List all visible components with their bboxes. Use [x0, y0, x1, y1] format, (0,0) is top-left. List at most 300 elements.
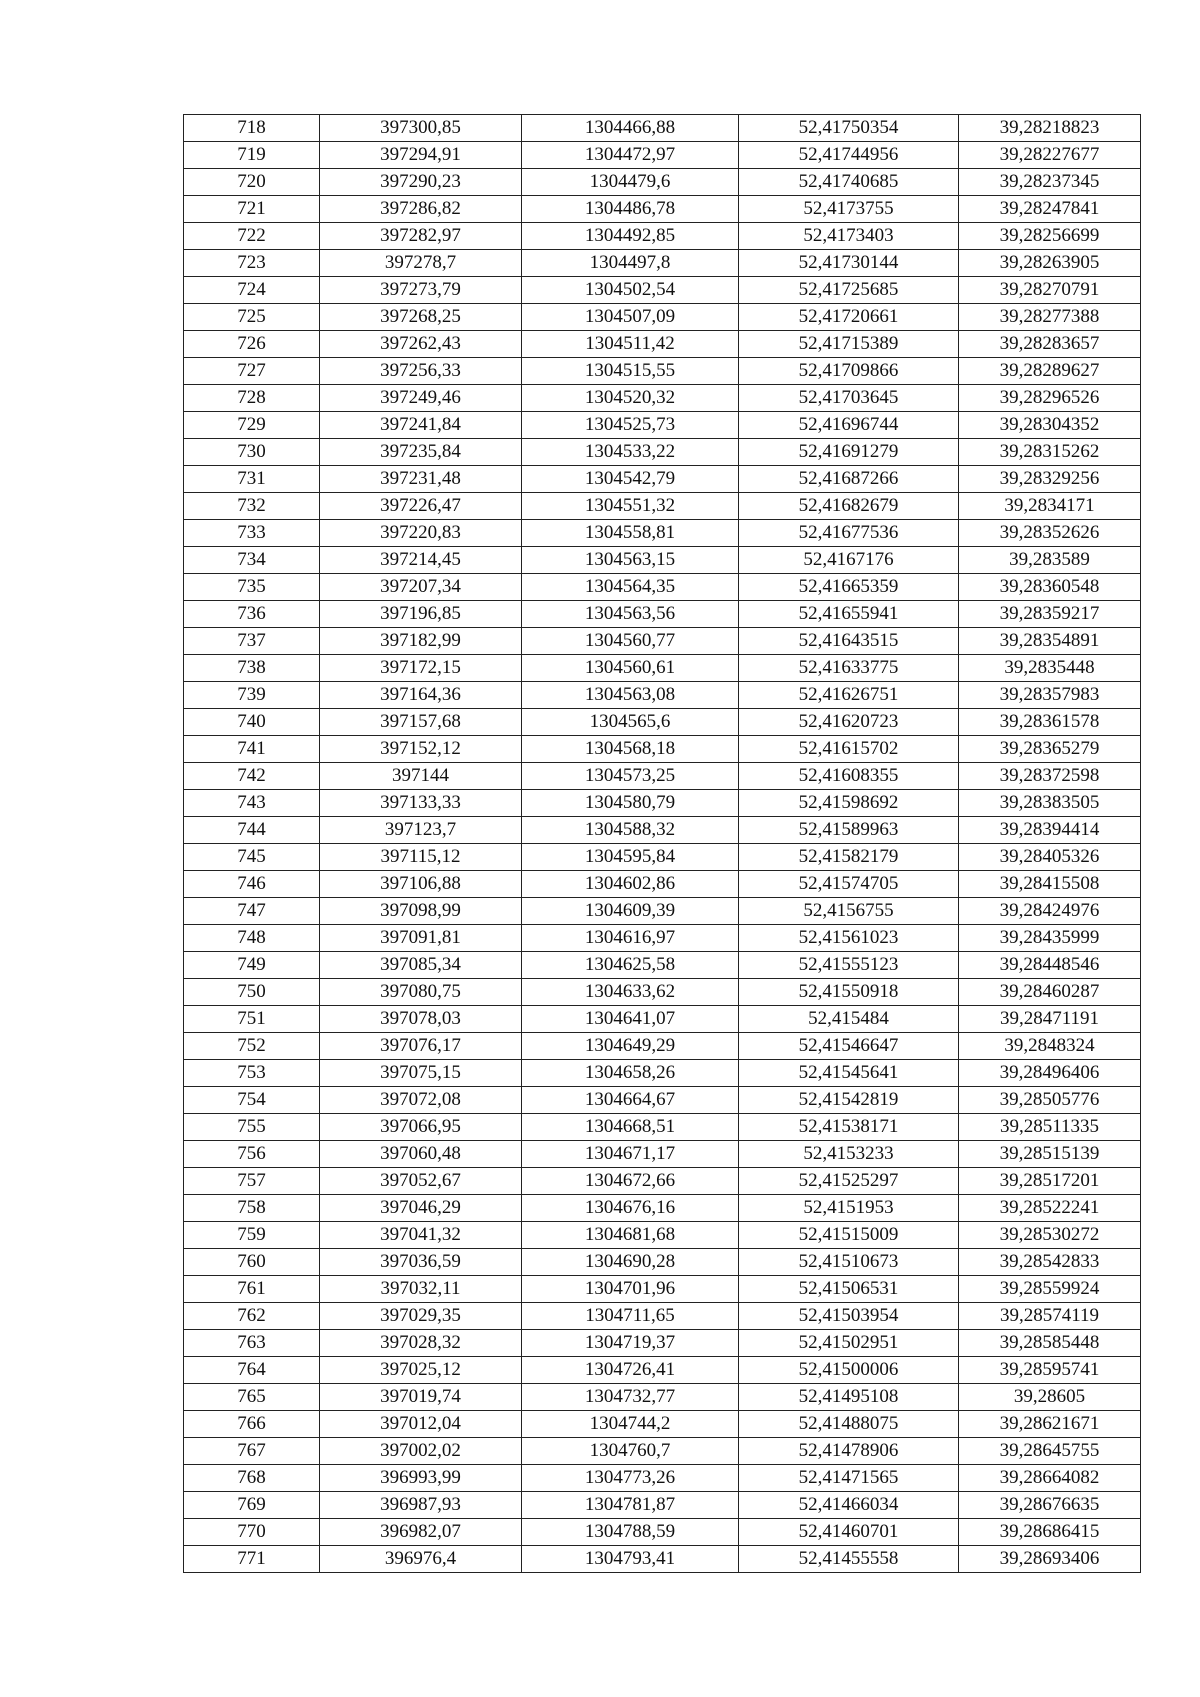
- y-coordinate-cell: 1304563,08: [522, 682, 739, 709]
- x-coordinate-cell: 397098,99: [320, 898, 522, 925]
- point-number-cell: 725: [184, 304, 320, 331]
- y-coordinate-cell: 1304793,41: [522, 1546, 739, 1573]
- y-coordinate-cell: 1304486,78: [522, 196, 739, 223]
- y-coordinate-cell: 1304595,84: [522, 844, 739, 871]
- y-coordinate-cell: 1304649,29: [522, 1033, 739, 1060]
- longitude-cell: 39,28304352: [959, 412, 1141, 439]
- point-number-cell: 750: [184, 979, 320, 1006]
- point-number-cell: 746: [184, 871, 320, 898]
- x-coordinate-cell: 397235,84: [320, 439, 522, 466]
- table-row: [184, 844, 1141, 871]
- table-row: [184, 1168, 1141, 1195]
- table-row: [184, 817, 1141, 844]
- table-row: [184, 1357, 1141, 1384]
- x-coordinate-cell: 397106,88: [320, 871, 522, 898]
- x-coordinate-cell: 397231,48: [320, 466, 522, 493]
- table-row: [184, 1033, 1141, 1060]
- longitude-cell: 39,28415508: [959, 871, 1141, 898]
- table-row: [184, 1411, 1141, 1438]
- y-coordinate-cell: 1304497,8: [522, 250, 739, 277]
- y-coordinate-cell: 1304563,56: [522, 601, 739, 628]
- longitude-cell: 39,28263905: [959, 250, 1141, 277]
- y-coordinate-cell: 1304558,81: [522, 520, 739, 547]
- table-row: [184, 574, 1141, 601]
- longitude-cell: 39,28357983: [959, 682, 1141, 709]
- longitude-cell: 39,28574119: [959, 1303, 1141, 1330]
- longitude-cell: 39,28247841: [959, 196, 1141, 223]
- x-coordinate-cell: 397300,85: [320, 115, 522, 142]
- x-coordinate-cell: 397091,81: [320, 925, 522, 952]
- longitude-cell: 39,28505776: [959, 1087, 1141, 1114]
- longitude-cell: 39,28511335: [959, 1114, 1141, 1141]
- x-coordinate-cell: 397278,7: [320, 250, 522, 277]
- latitude-cell: 52,415484: [739, 1006, 959, 1033]
- longitude-cell: 39,28471191: [959, 1006, 1141, 1033]
- point-number-cell: 722: [184, 223, 320, 250]
- y-coordinate-cell: 1304676,16: [522, 1195, 739, 1222]
- longitude-cell: 39,2848324: [959, 1033, 1141, 1060]
- x-coordinate-cell: 397078,03: [320, 1006, 522, 1033]
- latitude-cell: 52,41502951: [739, 1330, 959, 1357]
- longitude-cell: 39,28424976: [959, 898, 1141, 925]
- x-coordinate-cell: 396987,93: [320, 1492, 522, 1519]
- point-number-cell: 742: [184, 763, 320, 790]
- point-number-cell: 735: [184, 574, 320, 601]
- x-coordinate-cell: 397085,34: [320, 952, 522, 979]
- y-coordinate-cell: 1304732,77: [522, 1384, 739, 1411]
- latitude-cell: 52,41730144: [739, 250, 959, 277]
- longitude-cell: 39,28595741: [959, 1357, 1141, 1384]
- table-row: [184, 385, 1141, 412]
- y-coordinate-cell: 1304672,66: [522, 1168, 739, 1195]
- latitude-cell: 52,41510673: [739, 1249, 959, 1276]
- x-coordinate-cell: 397025,12: [320, 1357, 522, 1384]
- y-coordinate-cell: 1304671,17: [522, 1141, 739, 1168]
- table-row: [184, 1114, 1141, 1141]
- y-coordinate-cell: 1304515,55: [522, 358, 739, 385]
- latitude-cell: 52,41696744: [739, 412, 959, 439]
- y-coordinate-cell: 1304520,32: [522, 385, 739, 412]
- point-number-cell: 729: [184, 412, 320, 439]
- longitude-cell: 39,28394414: [959, 817, 1141, 844]
- x-coordinate-cell: 397012,04: [320, 1411, 522, 1438]
- y-coordinate-cell: 1304580,79: [522, 790, 739, 817]
- y-coordinate-cell: 1304533,22: [522, 439, 739, 466]
- longitude-cell: 39,28686415: [959, 1519, 1141, 1546]
- point-number-cell: 771: [184, 1546, 320, 1573]
- latitude-cell: 52,41687266: [739, 466, 959, 493]
- x-coordinate-cell: 397268,25: [320, 304, 522, 331]
- longitude-cell: 39,28361578: [959, 709, 1141, 736]
- latitude-cell: 52,41677536: [739, 520, 959, 547]
- longitude-cell: 39,28530272: [959, 1222, 1141, 1249]
- x-coordinate-cell: 397172,15: [320, 655, 522, 682]
- table-row: [184, 196, 1141, 223]
- latitude-cell: 52,41598692: [739, 790, 959, 817]
- point-number-cell: 736: [184, 601, 320, 628]
- point-number-cell: 752: [184, 1033, 320, 1060]
- table-row: [184, 466, 1141, 493]
- longitude-cell: 39,28352626: [959, 520, 1141, 547]
- latitude-cell: 52,41515009: [739, 1222, 959, 1249]
- table-row: [184, 1141, 1141, 1168]
- point-number-cell: 721: [184, 196, 320, 223]
- longitude-cell: 39,28372598: [959, 763, 1141, 790]
- point-number-cell: 719: [184, 142, 320, 169]
- point-number-cell: 723: [184, 250, 320, 277]
- point-number-cell: 751: [184, 1006, 320, 1033]
- table-row: [184, 358, 1141, 385]
- latitude-cell: 52,41525297: [739, 1168, 959, 1195]
- point-number-cell: 728: [184, 385, 320, 412]
- latitude-cell: 52,41665359: [739, 574, 959, 601]
- table-row: [184, 1330, 1141, 1357]
- latitude-cell: 52,41542819: [739, 1087, 959, 1114]
- point-number-cell: 726: [184, 331, 320, 358]
- point-number-cell: 731: [184, 466, 320, 493]
- point-number-cell: 762: [184, 1303, 320, 1330]
- x-coordinate-cell: 397019,74: [320, 1384, 522, 1411]
- x-coordinate-cell: 397075,15: [320, 1060, 522, 1087]
- table-row: [184, 655, 1141, 682]
- table-row: [184, 925, 1141, 952]
- latitude-cell: 52,41620723: [739, 709, 959, 736]
- latitude-cell: 52,41455558: [739, 1546, 959, 1573]
- x-coordinate-cell: 397072,08: [320, 1087, 522, 1114]
- y-coordinate-cell: 1304511,42: [522, 331, 739, 358]
- latitude-cell: 52,41555123: [739, 952, 959, 979]
- y-coordinate-cell: 1304773,26: [522, 1465, 739, 1492]
- latitude-cell: 52,41471565: [739, 1465, 959, 1492]
- point-number-cell: 768: [184, 1465, 320, 1492]
- longitude-cell: 39,283589: [959, 547, 1141, 574]
- x-coordinate-cell: 397046,29: [320, 1195, 522, 1222]
- longitude-cell: 39,28405326: [959, 844, 1141, 871]
- longitude-cell: 39,28383505: [959, 790, 1141, 817]
- table-row: [184, 277, 1141, 304]
- latitude-cell: 52,41460701: [739, 1519, 959, 1546]
- latitude-cell: 52,41740685: [739, 169, 959, 196]
- latitude-cell: 52,41643515: [739, 628, 959, 655]
- x-coordinate-cell: 397052,67: [320, 1168, 522, 1195]
- x-coordinate-cell: 397273,79: [320, 277, 522, 304]
- x-coordinate-cell: 397123,7: [320, 817, 522, 844]
- table-row: [184, 1384, 1141, 1411]
- latitude-cell: 52,41538171: [739, 1114, 959, 1141]
- table-row: [184, 412, 1141, 439]
- x-coordinate-cell: 397226,47: [320, 493, 522, 520]
- longitude-cell: 39,28329256: [959, 466, 1141, 493]
- y-coordinate-cell: 1304525,73: [522, 412, 739, 439]
- latitude-cell: 52,41574705: [739, 871, 959, 898]
- latitude-cell: 52,41715389: [739, 331, 959, 358]
- x-coordinate-cell: 397249,46: [320, 385, 522, 412]
- table-row: [184, 142, 1141, 169]
- x-coordinate-cell: 397282,97: [320, 223, 522, 250]
- table-row: [184, 1087, 1141, 1114]
- point-number-cell: 727: [184, 358, 320, 385]
- latitude-cell: 52,41488075: [739, 1411, 959, 1438]
- point-number-cell: 733: [184, 520, 320, 547]
- x-coordinate-cell: 397041,32: [320, 1222, 522, 1249]
- x-coordinate-cell: 396982,07: [320, 1519, 522, 1546]
- x-coordinate-cell: 397115,12: [320, 844, 522, 871]
- table-row: [184, 1519, 1141, 1546]
- point-number-cell: 766: [184, 1411, 320, 1438]
- table-row: [184, 1006, 1141, 1033]
- point-number-cell: 764: [184, 1357, 320, 1384]
- point-number-cell: 737: [184, 628, 320, 655]
- latitude-cell: 52,4167176: [739, 547, 959, 574]
- y-coordinate-cell: 1304564,35: [522, 574, 739, 601]
- latitude-cell: 52,41545641: [739, 1060, 959, 1087]
- table-row: [184, 115, 1141, 142]
- longitude-cell: 39,28256699: [959, 223, 1141, 250]
- y-coordinate-cell: 1304573,25: [522, 763, 739, 790]
- point-number-cell: 769: [184, 1492, 320, 1519]
- latitude-cell: 52,41495108: [739, 1384, 959, 1411]
- y-coordinate-cell: 1304563,15: [522, 547, 739, 574]
- longitude-cell: 39,28676635: [959, 1492, 1141, 1519]
- table-row: [184, 1195, 1141, 1222]
- table-row: [184, 1492, 1141, 1519]
- longitude-cell: 39,28277388: [959, 304, 1141, 331]
- longitude-cell: 39,28559924: [959, 1276, 1141, 1303]
- table-row: [184, 331, 1141, 358]
- y-coordinate-cell: 1304633,62: [522, 979, 739, 1006]
- x-coordinate-cell: 397002,02: [320, 1438, 522, 1465]
- longitude-cell: 39,28645755: [959, 1438, 1141, 1465]
- y-coordinate-cell: 1304744,2: [522, 1411, 739, 1438]
- x-coordinate-cell: 397182,99: [320, 628, 522, 655]
- y-coordinate-cell: 1304560,61: [522, 655, 739, 682]
- latitude-cell: 52,41546647: [739, 1033, 959, 1060]
- point-number-cell: 757: [184, 1168, 320, 1195]
- x-coordinate-cell: 397144: [320, 763, 522, 790]
- x-coordinate-cell: 397286,82: [320, 196, 522, 223]
- longitude-cell: 39,28515139: [959, 1141, 1141, 1168]
- latitude-cell: 52,41500006: [739, 1357, 959, 1384]
- table-row: [184, 250, 1141, 277]
- point-number-cell: 749: [184, 952, 320, 979]
- latitude-cell: 52,41608355: [739, 763, 959, 790]
- point-number-cell: 745: [184, 844, 320, 871]
- y-coordinate-cell: 1304616,97: [522, 925, 739, 952]
- x-coordinate-cell: 396993,99: [320, 1465, 522, 1492]
- y-coordinate-cell: 1304711,65: [522, 1303, 739, 1330]
- point-number-cell: 765: [184, 1384, 320, 1411]
- latitude-cell: 52,4173403: [739, 223, 959, 250]
- longitude-cell: 39,2835448: [959, 655, 1141, 682]
- point-number-cell: 747: [184, 898, 320, 925]
- point-number-cell: 744: [184, 817, 320, 844]
- latitude-cell: 52,41589963: [739, 817, 959, 844]
- y-coordinate-cell: 1304701,96: [522, 1276, 739, 1303]
- latitude-cell: 52,41626751: [739, 682, 959, 709]
- y-coordinate-cell: 1304726,41: [522, 1357, 739, 1384]
- longitude-cell: 39,28283657: [959, 331, 1141, 358]
- latitude-cell: 52,41506531: [739, 1276, 959, 1303]
- point-number-cell: 753: [184, 1060, 320, 1087]
- y-coordinate-cell: 1304664,67: [522, 1087, 739, 1114]
- y-coordinate-cell: 1304609,39: [522, 898, 739, 925]
- point-number-cell: 761: [184, 1276, 320, 1303]
- y-coordinate-cell: 1304502,54: [522, 277, 739, 304]
- point-number-cell: 741: [184, 736, 320, 763]
- x-coordinate-cell: 397262,43: [320, 331, 522, 358]
- latitude-cell: 52,41582179: [739, 844, 959, 871]
- longitude-cell: 39,28522241: [959, 1195, 1141, 1222]
- x-coordinate-cell: 397196,85: [320, 601, 522, 628]
- latitude-cell: 52,4153233: [739, 1141, 959, 1168]
- longitude-cell: 39,28664082: [959, 1465, 1141, 1492]
- x-coordinate-cell: 397036,59: [320, 1249, 522, 1276]
- longitude-cell: 39,28365279: [959, 736, 1141, 763]
- x-coordinate-cell: 397157,68: [320, 709, 522, 736]
- point-number-cell: 767: [184, 1438, 320, 1465]
- longitude-cell: 39,28460287: [959, 979, 1141, 1006]
- table-row: [184, 439, 1141, 466]
- x-coordinate-cell: 397152,12: [320, 736, 522, 763]
- y-coordinate-cell: 1304719,37: [522, 1330, 739, 1357]
- point-number-cell: 756: [184, 1141, 320, 1168]
- point-number-cell: 732: [184, 493, 320, 520]
- table-row: [184, 709, 1141, 736]
- longitude-cell: 39,28360548: [959, 574, 1141, 601]
- point-number-cell: 738: [184, 655, 320, 682]
- longitude-cell: 39,28218823: [959, 115, 1141, 142]
- y-coordinate-cell: 1304560,77: [522, 628, 739, 655]
- table-row: [184, 952, 1141, 979]
- table-row: [184, 790, 1141, 817]
- y-coordinate-cell: 1304542,79: [522, 466, 739, 493]
- y-coordinate-cell: 1304602,86: [522, 871, 739, 898]
- table-row: [184, 1060, 1141, 1087]
- y-coordinate-cell: 1304466,88: [522, 115, 739, 142]
- y-coordinate-cell: 1304568,18: [522, 736, 739, 763]
- x-coordinate-cell: 397029,35: [320, 1303, 522, 1330]
- longitude-cell: 39,28296526: [959, 385, 1141, 412]
- table-row: [184, 169, 1141, 196]
- point-number-cell: 734: [184, 547, 320, 574]
- latitude-cell: 52,41750354: [739, 115, 959, 142]
- table-row: [184, 871, 1141, 898]
- longitude-cell: 39,28517201: [959, 1168, 1141, 1195]
- y-coordinate-cell: 1304690,28: [522, 1249, 739, 1276]
- y-coordinate-cell: 1304658,26: [522, 1060, 739, 1087]
- longitude-cell: 39,28354891: [959, 628, 1141, 655]
- x-coordinate-cell: 397066,95: [320, 1114, 522, 1141]
- table-row: [184, 1249, 1141, 1276]
- x-coordinate-cell: 397164,36: [320, 682, 522, 709]
- y-coordinate-cell: 1304641,07: [522, 1006, 739, 1033]
- coordinates-table: [183, 114, 1141, 1573]
- point-number-cell: 760: [184, 1249, 320, 1276]
- y-coordinate-cell: 1304781,87: [522, 1492, 739, 1519]
- longitude-cell: 39,28605: [959, 1384, 1141, 1411]
- x-coordinate-cell: 397207,34: [320, 574, 522, 601]
- table-row: [184, 547, 1141, 574]
- x-coordinate-cell: 397290,23: [320, 169, 522, 196]
- table-row: [184, 1222, 1141, 1249]
- point-number-cell: 730: [184, 439, 320, 466]
- latitude-cell: 52,41709866: [739, 358, 959, 385]
- latitude-cell: 52,41725685: [739, 277, 959, 304]
- point-number-cell: 755: [184, 1114, 320, 1141]
- point-number-cell: 718: [184, 115, 320, 142]
- y-coordinate-cell: 1304668,51: [522, 1114, 739, 1141]
- table-row: [184, 682, 1141, 709]
- latitude-cell: 52,41633775: [739, 655, 959, 682]
- x-coordinate-cell: 397294,91: [320, 142, 522, 169]
- x-coordinate-cell: 397080,75: [320, 979, 522, 1006]
- latitude-cell: 52,41691279: [739, 439, 959, 466]
- longitude-cell: 39,28289627: [959, 358, 1141, 385]
- y-coordinate-cell: 1304565,6: [522, 709, 739, 736]
- latitude-cell: 52,41550918: [739, 979, 959, 1006]
- table-row: [184, 736, 1141, 763]
- latitude-cell: 52,41744956: [739, 142, 959, 169]
- table-row: [184, 1465, 1141, 1492]
- point-number-cell: 720: [184, 169, 320, 196]
- y-coordinate-cell: 1304760,7: [522, 1438, 739, 1465]
- table-row: [184, 763, 1141, 790]
- latitude-cell: 52,41720661: [739, 304, 959, 331]
- longitude-cell: 39,28237345: [959, 169, 1141, 196]
- point-number-cell: 724: [184, 277, 320, 304]
- latitude-cell: 52,41682679: [739, 493, 959, 520]
- x-coordinate-cell: 397214,45: [320, 547, 522, 574]
- table-row: [184, 1438, 1141, 1465]
- latitude-cell: 52,4151953: [739, 1195, 959, 1222]
- table-row: [184, 628, 1141, 655]
- latitude-cell: 52,4173755: [739, 196, 959, 223]
- table-row: [184, 1276, 1141, 1303]
- longitude-cell: 39,28315262: [959, 439, 1141, 466]
- point-number-cell: 748: [184, 925, 320, 952]
- y-coordinate-cell: 1304788,59: [522, 1519, 739, 1546]
- longitude-cell: 39,28270791: [959, 277, 1141, 304]
- table-row: [184, 520, 1141, 547]
- y-coordinate-cell: 1304492,85: [522, 223, 739, 250]
- longitude-cell: 39,28448546: [959, 952, 1141, 979]
- table-row: [184, 1546, 1141, 1573]
- x-coordinate-cell: 397028,32: [320, 1330, 522, 1357]
- table-row: [184, 493, 1141, 520]
- y-coordinate-cell: 1304472,97: [522, 142, 739, 169]
- table-row: [184, 979, 1141, 1006]
- point-number-cell: 743: [184, 790, 320, 817]
- point-number-cell: 754: [184, 1087, 320, 1114]
- x-coordinate-cell: 397220,83: [320, 520, 522, 547]
- x-coordinate-cell: 396976,4: [320, 1546, 522, 1573]
- y-coordinate-cell: 1304588,32: [522, 817, 739, 844]
- longitude-cell: 39,2834171: [959, 493, 1141, 520]
- x-coordinate-cell: 397060,48: [320, 1141, 522, 1168]
- latitude-cell: 52,41703645: [739, 385, 959, 412]
- y-coordinate-cell: 1304551,32: [522, 493, 739, 520]
- y-coordinate-cell: 1304681,68: [522, 1222, 739, 1249]
- longitude-cell: 39,28359217: [959, 601, 1141, 628]
- latitude-cell: 52,41655941: [739, 601, 959, 628]
- longitude-cell: 39,28585448: [959, 1330, 1141, 1357]
- y-coordinate-cell: 1304625,58: [522, 952, 739, 979]
- x-coordinate-cell: 397256,33: [320, 358, 522, 385]
- latitude-cell: 52,41478906: [739, 1438, 959, 1465]
- table-row: [184, 601, 1141, 628]
- y-coordinate-cell: 1304507,09: [522, 304, 739, 331]
- latitude-cell: 52,41466034: [739, 1492, 959, 1519]
